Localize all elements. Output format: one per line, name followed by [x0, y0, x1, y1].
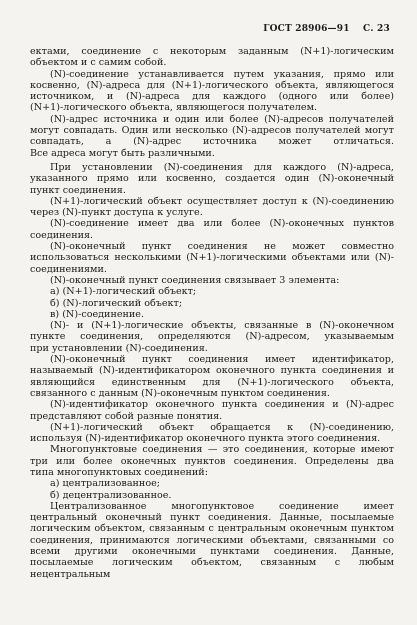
paragraph: при установлении (N)-соединения.: [30, 342, 208, 354]
paragraph: объектом и с самим собой.: [30, 57, 167, 69]
paragraph: а) (N+1)-логический объект;: [50, 286, 197, 298]
paragraph: (N)-оконечный пункт соединения связывает 3 элемента:: [50, 274, 340, 286]
paragraph: в) (N)-соединение.: [50, 308, 145, 320]
paragraph: (N)- и (N+1)-логические объекты, связанные в (N)-оконечном пункте соединения, определяются (N)-адресом, указываемым: [30, 320, 394, 343]
paragraph: б) децентрализованное.: [50, 489, 172, 501]
standard-code: ГОСТ 28906—91: [263, 24, 350, 34]
paragraph: а) централизованное;: [50, 478, 161, 490]
paragraph: соединения.: [30, 229, 94, 241]
paragraph: (N)-идентификатор оконечного пункта соединения и (N)-адрес представляют собой разные понятия.: [30, 399, 394, 422]
paragraph: (N)-оконечный пункт соединения не может совместно использоваться несколькими (N+1)-логическими объектами или (N)-соединениями.: [30, 241, 394, 275]
paragraph: При установлении (N)-соединения для каждого (N)-адреса,: [50, 161, 394, 173]
paragraph: (N)-соединение устанавливается путем указания, прямо или: [50, 68, 394, 80]
paragraph: (N)-соединение имеет два или более (N)-оконечных пунктов: [50, 218, 394, 230]
paragraph: (N)-оконечный пункт соединения имеет идентификатор, называемый (N)-идентификатором оконечного пункта соединения и являющийся единственным для (N+1)-логического объекта, связанного с данным (N)-оконечным пунктом соединения.: [30, 354, 394, 399]
paragraph: Многопунктовые соединения — это соединения, которые имеют три или более оконечных пунктов соединения. Определены два: [30, 444, 394, 467]
paragraph: (N)-адрес источника и один или более (N)-адресов получателей могут совпадать. Один или несколько (N)-адресов получателей могут совпадать, а (N)-адрес источника может отличаться.: [30, 113, 394, 148]
paragraph: указанного прямо или косвенно, создается один (N)-оконечный: [30, 173, 394, 185]
page-header: [263, 24, 390, 34]
paragraph: (N+1)-логический объект осуществляет доступ к (N)-соединению через (N)-пункт доступа к услуге.: [30, 195, 394, 219]
paragraph: косвенно, (N)-адреса для (N+1)-логического объекта, являющегося источником, и (N)-адреса для каждого (одного или более): [30, 79, 394, 103]
page-number: С. 23: [363, 24, 390, 34]
paragraph: Все адреса могут быть различными.: [30, 147, 215, 159]
paragraph: (N+1)-логического объекта, являющегося получателем.: [30, 102, 318, 114]
paragraph: пункт соединения.: [30, 184, 126, 196]
body-text: [30, 46, 394, 580]
paragraph: (N+1)-логический объект обращается к (N)-соединению, используя (N)-идентификатор оконечного пункта этого соединения.: [30, 421, 394, 445]
paragraph: б) (N)-логический объект;: [50, 297, 183, 309]
paragraph: ектами, соединение с некоторым заданным (N+1)-логическим: [30, 46, 394, 57]
paragraph: Централизованное многопунктовое соединение имеет центральный оконечный пункт соединения. Данные, посылаемые логическим объектом, связанным с центральным оконечным пунктом соединения, принимаются логическими объектами, связанными со всеми другими оконечными пунктами соединения. Данные, посылаемые логическим объектом, связанным с любым нецентральным: [30, 500, 394, 580]
paragraph: типа многопунктовых соединений:: [30, 466, 208, 478]
